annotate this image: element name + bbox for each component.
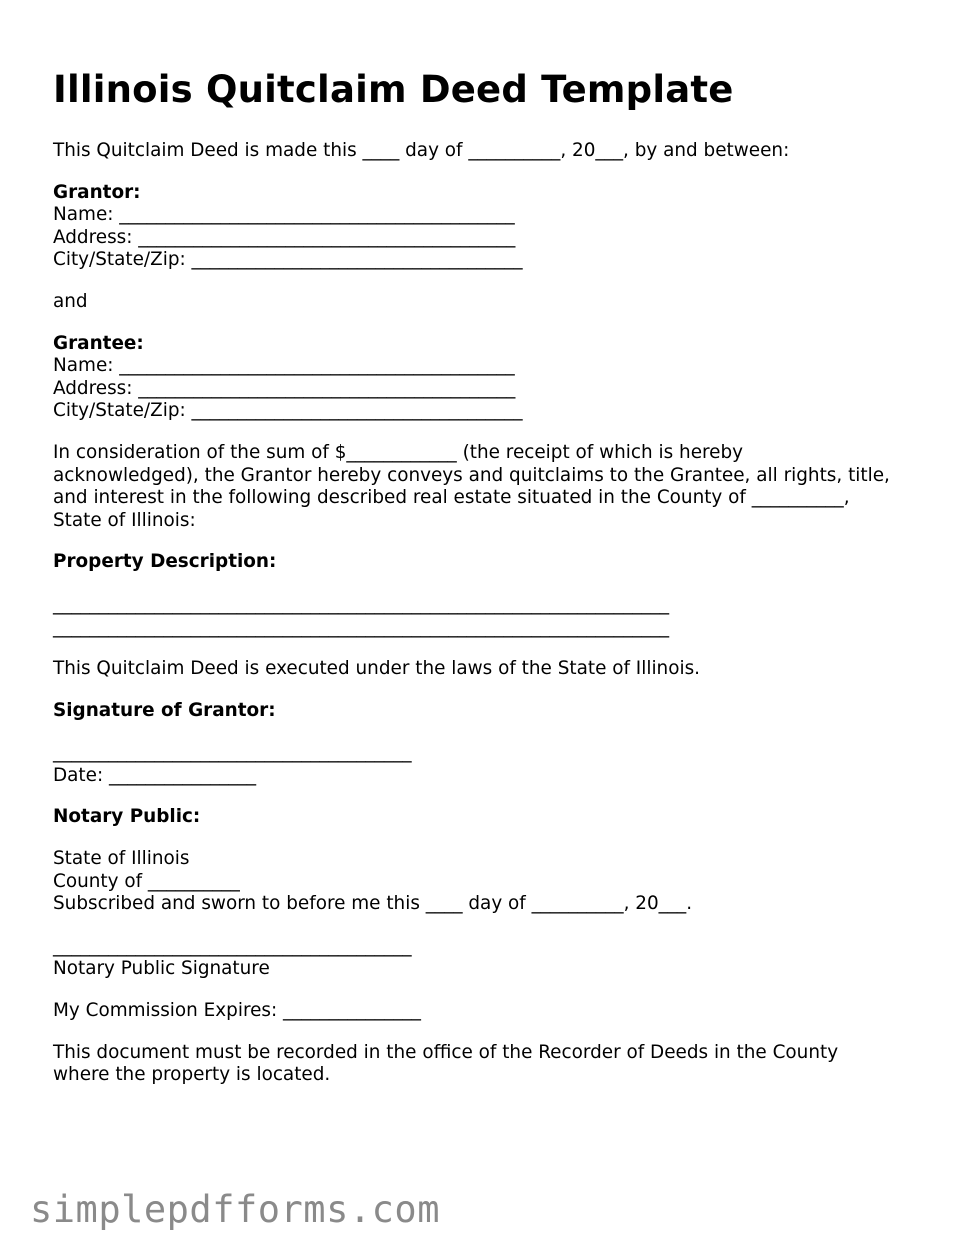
notary-county-field[interactable]: County of __________ [53,870,240,892]
recording-note-line-1: This document must be recorded in the office of the Recorder of Deeds in the County [53,1041,839,1063]
commission-expires-field[interactable]: My Commission Expires: _______________ [53,1000,421,1022]
grantor-city-field[interactable]: City/State/Zip: ____________________________________ [53,249,523,271]
document-title: Illinois Quitclaim Deed Template [53,68,734,111]
property-heading: Property Description: [53,551,277,573]
grantee-heading: Grantee: [53,332,144,354]
document-body [53,140,933,1087]
notary-state: State of Illinois [53,848,190,870]
grantee-city-field[interactable]: City/State/Zip: ____________________________________ [53,400,523,422]
grantor-address-field[interactable]: Address: _________________________________________ [53,226,516,248]
recording-note-line-2: where the property is located. [53,1064,331,1086]
notary-heading: Notary Public: [53,806,201,828]
consideration-line-4: State of Illinois: [53,509,196,531]
consideration-line-3: and interest in the following described real estate situated in the County of __________, [53,487,850,509]
notary-signature-line[interactable]: _______________________________________ [53,935,412,957]
signature-heading: Signature of Grantor: [53,699,276,721]
watermark-text: simplepdfforms.com [30,1188,440,1231]
consideration-line-2: acknowledged), the Grantor hereby conveys and quitclaims to the Grantee, all rights, title, [53,464,890,486]
grantor-name-field[interactable]: Name: ___________________________________________ [53,204,515,226]
intro-line: This Quitclaim Deed is made this ____ day of __________, 20___, by and between: [53,140,790,161]
consideration-line-1: In consideration of the sum of $____________ (the receipt of which is hereby [53,441,744,463]
grantor-heading: Grantor: [53,181,141,203]
notary-signature-label: Notary Public Signature [53,958,270,980]
property-line-2[interactable]: ___________________________________________________________________ [53,616,670,638]
grantor-signature-line[interactable]: _______________________________________ [53,742,412,764]
and-text: and [53,290,88,312]
notary-sworn-line: Subscribed and sworn to before me this ____ day of __________, 20___. [53,893,693,915]
grantee-name-field[interactable]: Name: ___________________________________________ [53,355,515,377]
grantee-address-field[interactable]: Address: _________________________________________ [53,377,516,399]
signature-date-field[interactable]: Date: ________________ [53,764,257,786]
property-line-1[interactable]: ___________________________________________________________________ [53,593,670,615]
executed-statement: This Quitclaim Deed is executed under the laws of the State of Illinois. [53,658,700,680]
